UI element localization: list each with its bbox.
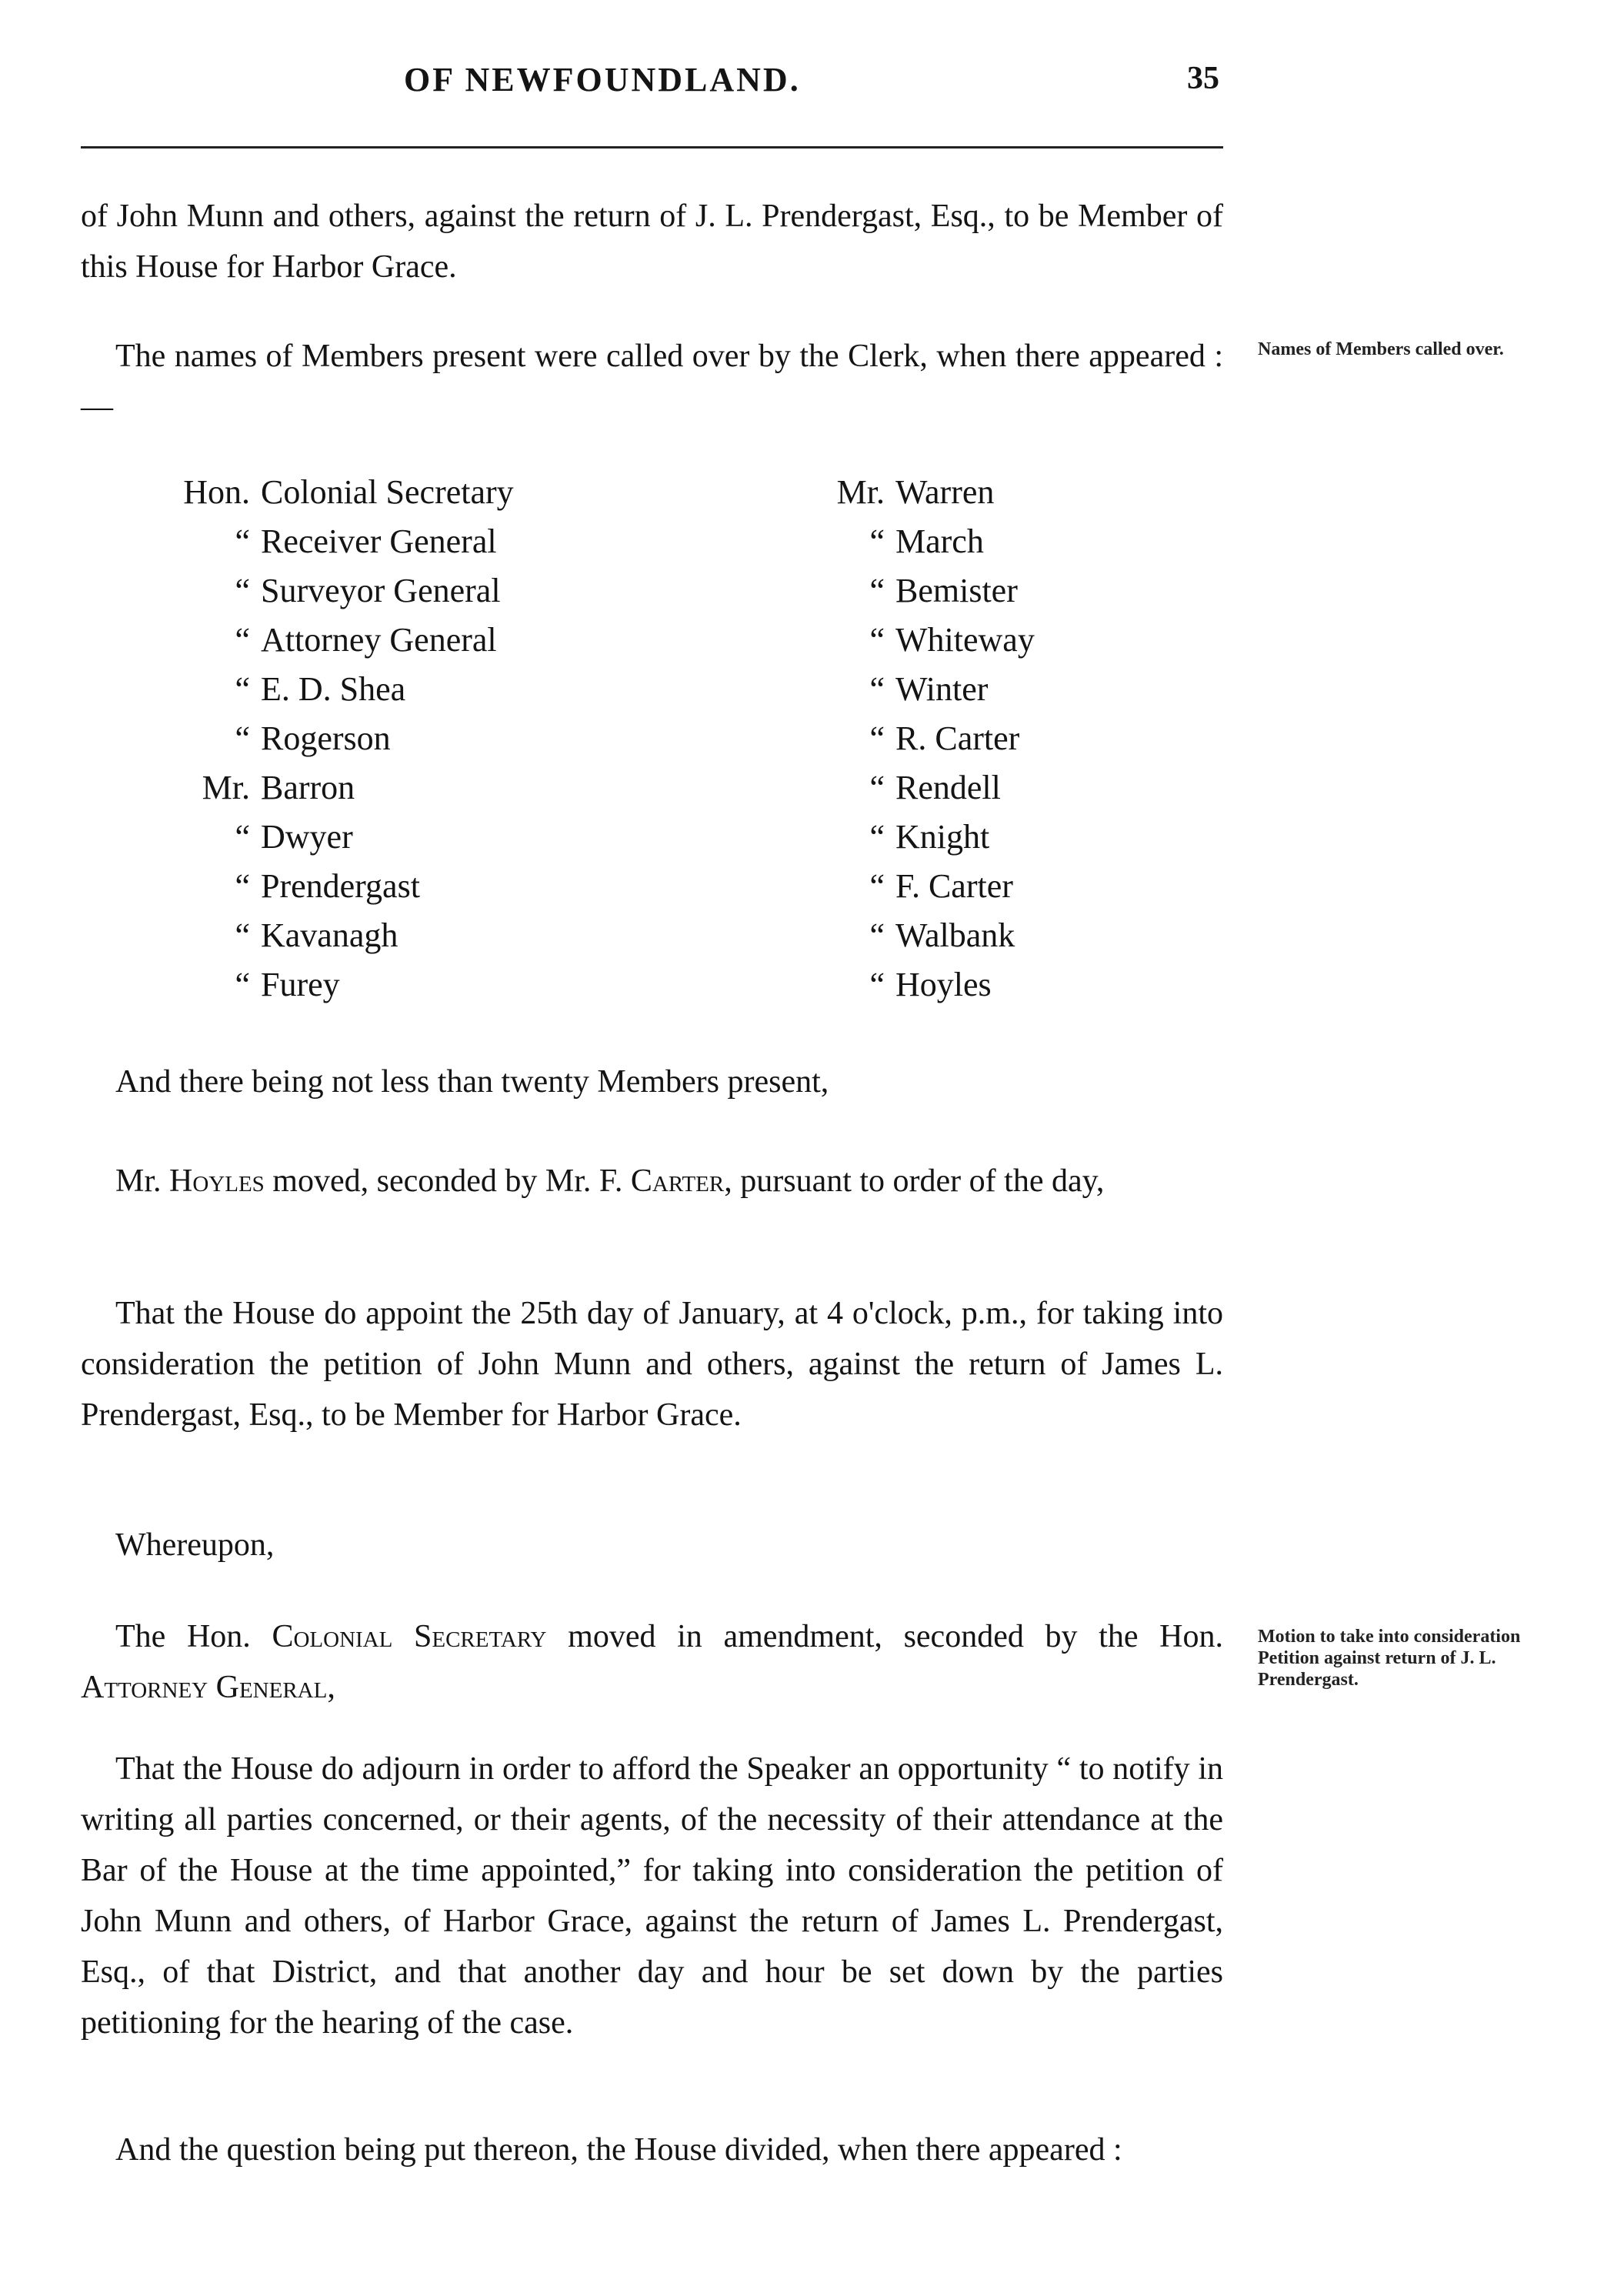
member-entry <box>150 566 514 616</box>
member-prefix: “ <box>235 867 250 905</box>
office-smallcaps: Colonial Secretary <box>272 1619 547 1654</box>
paragraph-names-called: The names of Members present were called over by the Clerk, when there appeared :— <box>81 339 1223 425</box>
member-name: Attorney General <box>261 621 497 659</box>
member-entry <box>808 616 1035 665</box>
member-entry <box>808 763 1035 813</box>
paragraph-whereupon: Whereupon, <box>115 1527 275 1563</box>
member-name: R. Carter <box>895 719 1020 757</box>
member-prefix: “ <box>869 769 885 806</box>
member-entry <box>808 517 1035 566</box>
member-name: F. Carter <box>895 867 1013 905</box>
member-name: Winter <box>895 670 989 708</box>
member-name: Walbank <box>895 916 1015 954</box>
member-prefix: “ <box>235 818 250 856</box>
member-prefix: “ <box>235 621 250 659</box>
member-prefix: “ <box>869 621 885 659</box>
member-name: Hoyles <box>895 966 992 1003</box>
paragraph-division: And the question being put thereon, the House divided, when there appeared : <box>115 2132 1122 2168</box>
member-entry <box>808 862 1035 911</box>
member-prefix: “ <box>869 522 885 560</box>
member-entry <box>808 960 1035 1010</box>
member-name: Bemister <box>895 572 1018 609</box>
member-prefix: “ <box>869 818 885 856</box>
member-name-smallcaps: Hoyles <box>169 1163 265 1199</box>
member-name: Barron <box>261 769 355 806</box>
member-entry <box>150 468 514 517</box>
member-prefix: Hon. <box>183 473 250 511</box>
member-name: Receiver General <box>261 522 497 560</box>
member-entry <box>150 665 514 714</box>
member-prefix: “ <box>869 719 885 757</box>
member-prefix: “ <box>235 966 250 1003</box>
paragraph-quorum: And there being not less than twenty Members present, <box>115 1064 829 1100</box>
member-entry <box>808 566 1035 616</box>
text-run: moved in amendment, seconded by the Hon. <box>546 1619 1223 1654</box>
member-entry <box>150 813 514 862</box>
paragraph-adjourn: That the House do adjourn in order to afford the Speaker an opportunity “ to notify in writing all parties concerned, or their agents, of the necessity of their attendance at the Bar of the House at the time appointed,” for taking into consideration the petition of John Munn and others, of Harbor Grace, against the return of James L. Prendergast, Esq., of that District, and that another day and hour be set down by the parties petitioning for the hearing of the case. <box>81 1751 1223 2041</box>
member-name: March <box>895 522 984 560</box>
member-prefix: “ <box>869 572 885 609</box>
margin-note-names-called: Names of Members called over. <box>1258 339 1504 359</box>
member-prefix: Mr. <box>202 769 250 806</box>
header-rule <box>81 146 1223 149</box>
member-prefix: Mr. <box>836 473 885 511</box>
members-column-right <box>808 468 1035 1010</box>
paragraph-amendment <box>81 1611 1223 1713</box>
member-entry <box>808 813 1035 862</box>
member-prefix: “ <box>235 916 250 954</box>
member-prefix: “ <box>235 719 250 757</box>
member-prefix: “ <box>235 670 250 708</box>
member-prefix: “ <box>869 670 885 708</box>
member-name: Rendell <box>895 769 1001 806</box>
member-entry <box>150 616 514 665</box>
member-entry <box>808 714 1035 763</box>
member-name: Prendergast <box>261 867 420 905</box>
text-run: , <box>327 1670 335 1705</box>
text-run: moved, seconded by Mr. F. <box>264 1163 631 1199</box>
paragraph-appoint-day: That the House do appoint the 25th day of January, at 4 o'clock, p.m., for taking into consideration the petition of John Munn and others, against the return of James L. Prendergast, Esq., to be Member for Harbor Grace. <box>81 1296 1223 1433</box>
member-prefix: “ <box>235 572 250 609</box>
member-name: Colonial Secretary <box>261 473 514 511</box>
member-name: E. D. Shea <box>261 670 406 708</box>
member-entry <box>150 960 514 1010</box>
margin-note-motion: Motion to take into consideration Petition against return of J. L. Prendergast. <box>1258 1627 1521 1690</box>
member-name: Surveyor General <box>261 572 501 609</box>
member-name: Rogerson <box>261 719 391 757</box>
member-prefix: “ <box>235 522 250 560</box>
member-name: Knight <box>895 818 990 856</box>
text-run: Mr. <box>115 1163 170 1199</box>
member-entry <box>808 665 1035 714</box>
page-number: 35 <box>1187 61 1219 96</box>
member-prefix: “ <box>869 916 885 954</box>
member-entry <box>150 517 514 566</box>
member-name: Warren <box>895 473 995 511</box>
member-name-smallcaps: Carter <box>630 1163 725 1199</box>
member-entry <box>150 862 514 911</box>
member-name: Kavanagh <box>261 916 398 954</box>
member-entry <box>150 911 514 960</box>
page-header <box>81 60 1223 106</box>
members-column-left <box>150 468 514 1010</box>
member-entry <box>150 763 514 813</box>
paragraph-motion-hoyles <box>81 1156 1223 1207</box>
member-entry <box>150 714 514 763</box>
paragraph-continuation: of John Munn and others, against the return of J. L. Prendergast, Esq., to be Member of this House for Harbor Grace. <box>81 199 1223 285</box>
member-prefix: “ <box>869 966 885 1003</box>
office-smallcaps: Attorney General <box>81 1670 328 1705</box>
text-run: , pursuant to order of the day, <box>724 1163 1105 1199</box>
member-name: Dwyer <box>261 818 353 856</box>
running-head-title: OF NEWFOUNDLAND. <box>404 61 801 98</box>
member-entry <box>808 468 1035 517</box>
member-entry <box>808 911 1035 960</box>
member-name: Furey <box>261 966 340 1003</box>
member-prefix: “ <box>869 867 885 905</box>
text-run: The Hon. <box>115 1619 272 1654</box>
member-name: Whiteway <box>895 621 1035 659</box>
